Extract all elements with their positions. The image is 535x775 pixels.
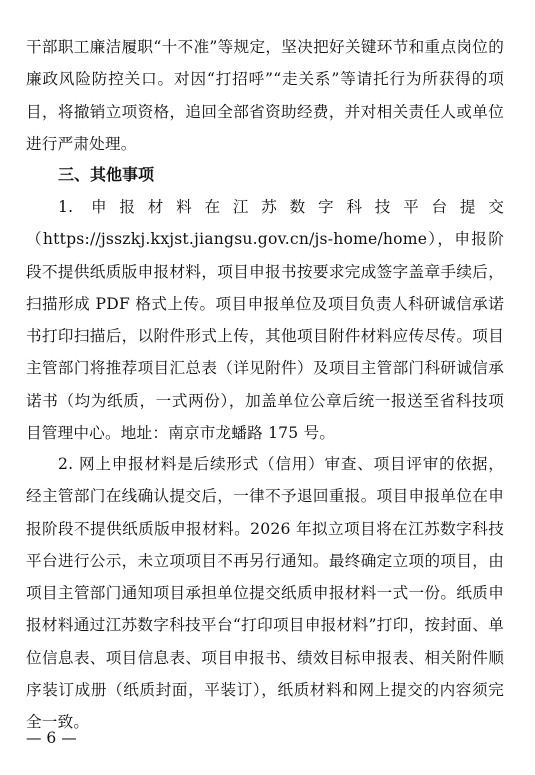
page-number: — 6 — bbox=[26, 729, 77, 747]
list-item-1: 1. 申报材料在江苏数字科技平台提交（https://jsszkj.kxjst.jiangsu.gov.cn/js-home/home），申报阶段不提供纸质版申报材料，项目申报书按要求完成签字盖章手续后，扫描形成 PDF 格式上传。项目申报单位及项目负责人科研诚信承诺书打印扫描后，以附件形式上传，其他项目附件材料应传尽传。项目主管部门将推荐项目汇总表（详见附件）及项目主管部门科研诚信承诺书（均为纸质，一式两份），加盖单位公章后统一报送至省科技项目管理中心。地址：南京市龙蟠路 175 号。 bbox=[26, 198, 504, 443]
paragraph-continuation: 干部职工廉洁履职“十不准”等规定，坚决把好关键环节和重点岗位的廉政风险防控关口。对因“打招呼”“走关系”等请托行为所获得的项目，将撤销立项资格，追回全部省资助经费，并对相关责任人或单位进行严肃处理。 bbox=[26, 38, 504, 153]
section-heading: 三、其他事项 bbox=[58, 165, 155, 184]
list-item-2: 2. 网上申报材料是后续形式（信用）审查、项目评审的依据，经主管部门在线确认提交后，一律不予退回重报。项目申报单位在申报阶段不提供纸质版申报材料。2026 年拟立项目将在江苏数字科技平台进行公示，未立项项目不再另行通知。最终确定立项的项目，由项目主管部门通知项目承担单位提交纸质申报材料一式一份。纸质申报材料通过江苏数字科技平台“打印项目申报材料”打印，按封面、单位信息表、项目信息表、项目申报书、绩效目标申报表、相关附件顺序装订成册（纸质封面，平装订），纸质材料和网上提交的内容须完全一致。 bbox=[26, 455, 504, 732]
